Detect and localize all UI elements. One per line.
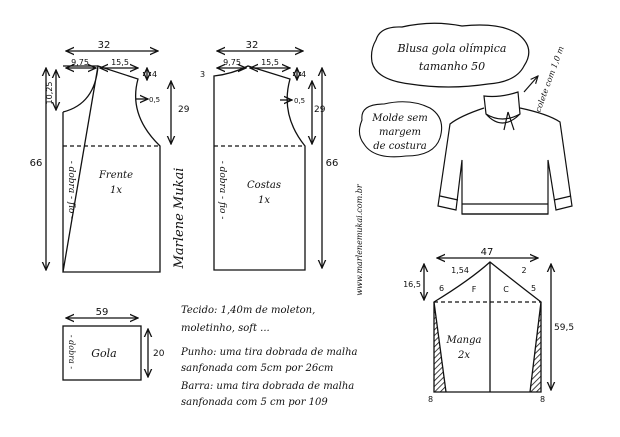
front-armhole-label: 29	[178, 105, 190, 115]
back-piece	[214, 51, 322, 270]
notes-line5: Barra: uma tira dobrada de malha	[181, 381, 355, 392]
collar-name: Gola	[91, 347, 117, 360]
sweater-drawstring	[504, 112, 514, 130]
sleeve-outline	[434, 262, 541, 392]
sleeve-caph-label: 16,5	[403, 280, 421, 289]
seam-note-line2: margem	[378, 127, 422, 138]
sweater-sketch	[438, 76, 572, 214]
notes-line2: moletinho, soft ...	[181, 323, 270, 334]
notes-line4: sanfonada com 5cm por 26cm	[181, 363, 334, 374]
front-fold-label: - dobra - fio -	[66, 160, 76, 220]
notes-block	[180, 305, 358, 408]
sleeve-piece	[424, 258, 551, 392]
title-cloud	[372, 23, 529, 87]
collar-height-label: 20	[153, 349, 165, 359]
back-length-label: 66	[325, 158, 339, 169]
collar-fold-label: - dobra -	[67, 334, 76, 370]
sleeve-back-mark: C	[503, 285, 509, 294]
title-line2: tamanho 50	[418, 60, 486, 73]
sleeve-qty: 2x	[457, 350, 471, 361]
sleeve-capleft-label: 1,54	[451, 266, 469, 275]
signature: Marlene Mukai	[172, 167, 187, 269]
sleeve-hemleft-label: 8	[428, 395, 434, 404]
front-neck-label: 9,75	[71, 58, 89, 67]
front-neckdepth-label: 10,25	[45, 81, 54, 105]
notes-line3: Punho: uma tira dobrada de malha	[181, 347, 358, 358]
back-shoulder-label: 15,5	[261, 58, 279, 67]
front-outline	[63, 66, 160, 272]
front-curve-label: 0,5	[149, 96, 161, 104]
sleeve-length-label: 59,5	[554, 323, 575, 333]
front-length-label: 66	[29, 158, 43, 169]
collar-note: colete com 1,0 m	[533, 45, 566, 114]
notes-line1: Tecido: 1,40m de moleton,	[181, 305, 316, 316]
notes-line6: sanfonada com 5 cm por 109	[181, 397, 328, 408]
seam-note	[359, 102, 441, 157]
back-neck-label: 9,75	[223, 58, 241, 67]
sleeve-width-label: 47	[480, 247, 494, 258]
back-qty: 1x	[257, 195, 271, 206]
back-drop-label: 4	[301, 70, 307, 79]
front-shoulder-label: 15,5	[111, 58, 129, 67]
front-piece	[46, 51, 171, 272]
sweater-hem	[462, 204, 548, 214]
sleeve-name: Manga	[446, 335, 482, 346]
front-labels	[30, 40, 190, 219]
collar-labels	[67, 307, 165, 369]
sleeve-labels	[403, 247, 574, 404]
back-curve-label: 0,5	[294, 97, 306, 105]
title-line1: Blusa gola olímpica	[397, 42, 507, 55]
sleeve-hemright-label: 8	[540, 395, 546, 404]
back-offset-label: 3	[200, 70, 206, 79]
seam-note-line3: de costura	[373, 141, 427, 152]
front-drop-label: 4	[152, 70, 158, 79]
back-armhole-label: 29	[314, 105, 326, 115]
back-name: Costas	[247, 180, 281, 191]
title-bubble	[372, 23, 529, 87]
front-width-label: 32	[97, 40, 111, 51]
back-fold-label: - dobra - fio -	[217, 160, 227, 220]
collar-arrow	[524, 76, 538, 92]
back-labels	[200, 40, 338, 219]
front-qty: 1x	[109, 185, 123, 196]
seam-note-line1: Molde sem	[372, 113, 428, 124]
sleeve-rightmark-label: 5	[531, 284, 537, 293]
website-label: www.marlenemukai.com.br	[355, 184, 364, 296]
sweater-collar	[484, 92, 520, 123]
front-name: Frente	[98, 170, 134, 181]
collar-width-label: 59	[95, 307, 109, 318]
sleeve-front-mark: F	[471, 285, 477, 294]
sweater-cuffs	[440, 196, 571, 200]
back-width-label: 32	[245, 40, 259, 51]
sleeve-capright-label: 2	[521, 266, 527, 275]
sleeve-leftmark-label: 6	[439, 284, 445, 293]
